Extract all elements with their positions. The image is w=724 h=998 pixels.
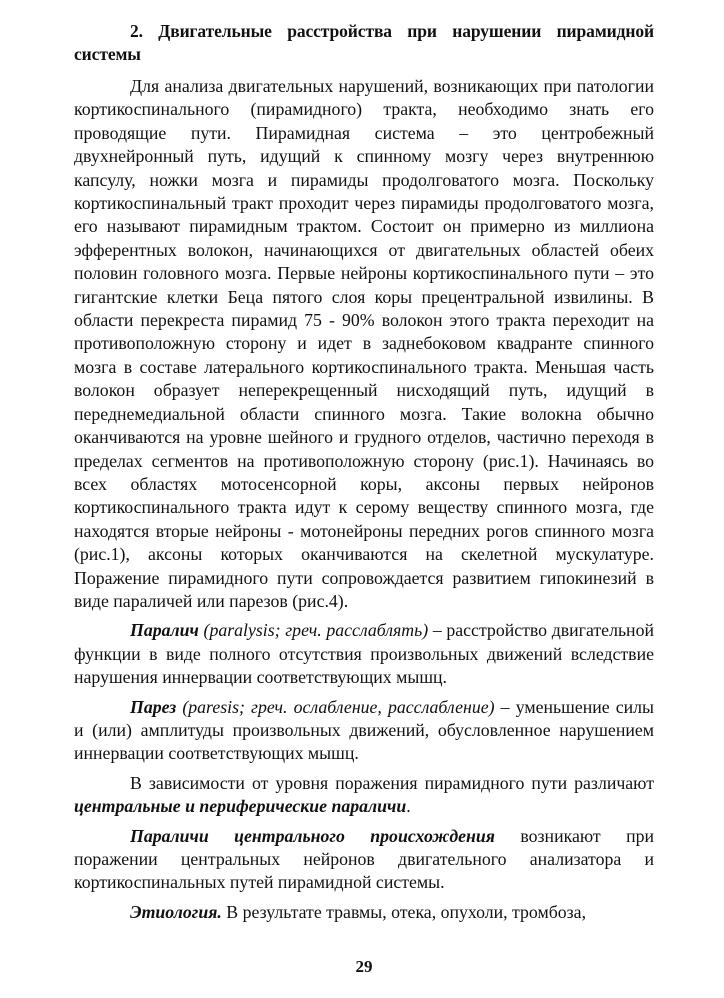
definition-paralysis: – расстройство двигательной функции в виде полного отсутствия произвольных движений вследствие нарушения иннервации соответствующих мышц.	[74, 620, 654, 688]
types-intro-text: В зависимости от уровня поражения пирамидного пути различают	[130, 772, 654, 793]
paragraph-pyramidal-tract: Для анализа двигательных нарушений, возникающих при патологии кортикоспинального (пирамидного) тракта, необходимо знать его проводящие пути. Пирамидная система – это центробежный двухнейронный путь, идущий к спинному мозгу через внутреннюю капсулу, ножки мозга и пирамиды продолговатого мозга. Поскольку кортикоспинальный тракт проходит через пирамиды продолговатого мозга, его называют пирамидным трактом. Состоит он примерно из миллиона эфферентных волокон, начинающихся от двигательных областей обеих половин головного мозга. Первые нейроны кортикоспинального пути – это гигантские клетки Беца пятого слоя коры прецентральной извилины. В области перекреста пирамид 75 - 90% волокон этого тракта переходит на противоположную сторону и идет в заднебоковом квадранте спинного мозга в составе латерального кортикоспинального тракта. Меньшая часть волокон образует неперекрещенный нисходящий путь, идущий в переднемедиальной области спинного мозга. Такие волокна обычно оканчиваются на уровне шейного и грудного отделов, частично переходя в пределах сегментов на противоположную сторону (рис.1). Начинаясь во всех областях мотосенсорной коры, аксоны первых нейронов кортикоспинального тракта идут к серому веществу спинного мозга, где находятся вторые нейроны - мотонейроны передних рогов спинного мозга (рис.1), аксоны которых оканчиваются на скелетной мускулатуре. Поражение пирамидного пути сопровождается развитием гипокинезий в виде параличей или парезов (рис.4).	[74, 76, 654, 611]
section-heading: 2. Двигательные расстройства при нарушении пирамидной системы	[74, 21, 654, 64]
paragraph-paralysis-types	[74, 772, 654, 819]
central-paralysis-text: возникают при поражении центральных нейронов двигательного анализатора и кортикоспинальных путей пирамидной системы.	[74, 825, 654, 893]
types-emphasis: центральные и периферические параличи	[74, 796, 407, 817]
definition-paresis: – уменьшение силы и (или) амплитуды произвольных движений, обусловленное нарушением иннервации соответствующих мышц.	[74, 696, 654, 764]
term-etiology: Этиология.	[130, 901, 222, 922]
paragraph-etiology	[74, 901, 654, 924]
book-page	[74, 20, 654, 980]
types-end: .	[406, 796, 411, 817]
etiology-text: В результате травмы, отека, опухоли, тромбоза,	[221, 901, 587, 922]
etymology-paresis: (paresis; греч. ослабление, расслабление)	[182, 696, 495, 717]
paragraph-paresis-definition	[74, 696, 654, 766]
term-central-paralysis: Параличи центрального происхождения	[130, 825, 495, 846]
term-paresis: Парез	[130, 696, 177, 717]
etymology-paralysis: (paralysis; греч. расслаблять)	[203, 620, 429, 641]
paragraph-central-paralysis	[74, 825, 654, 895]
paragraph-paralysis-definition	[74, 619, 654, 689]
term-paralysis: Паралич	[130, 620, 199, 641]
page-number: 29	[355, 957, 373, 976]
